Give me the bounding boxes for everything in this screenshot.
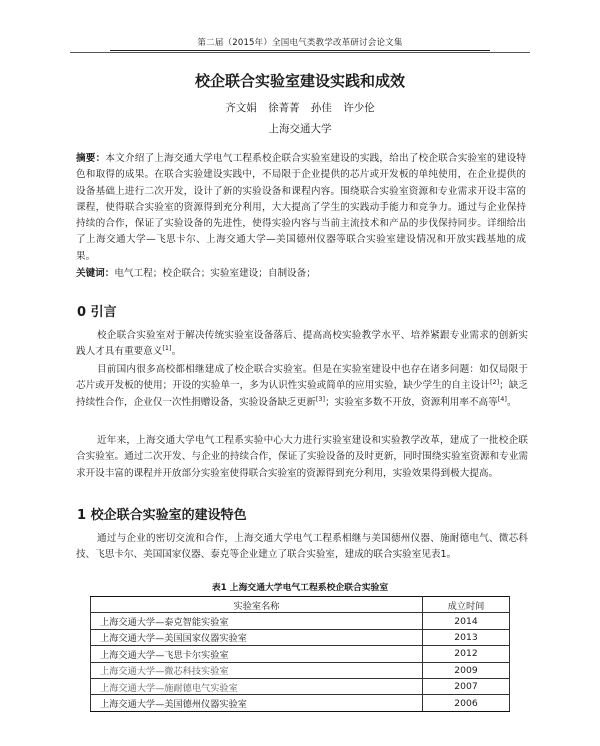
abstract-text: 本文介绍了上海交通大学电气工程系校企联合实验室建设的实践，给出了校企联合实验室的建设特色和取得的成果。在联合实验建设实践中，不局限于企业提供的芯片或开发板的单纯使用，在企业提供的设备基础上进行二次开发，设计了新的实验设备和课程内容。围绕联合实验室资源和专业需求开设丰富的课程，使得联合实验室的资源得到充分利用，大大提高了学生的实践动手能力和竞争力。通过与企业保持持续的合作，保证了实验设备的先进性，使得实验内容与当前主流技术和产品的步伐保持同步。详细给出了上海交通大学—飞思卡尔、上海交通大学—美国德州仪器等联合实验室建设情况和开放实践基地的成果。	[76, 153, 527, 262]
column-header-lab-name: 实验室名称	[91, 597, 423, 613]
table-row	[91, 695, 510, 711]
table-header-row	[91, 597, 510, 613]
intro-p2-text-b: ；缺乏持续性合作，企业仅一次性捐赠设备，实验设备缺乏更新	[76, 380, 529, 408]
header-rule	[70, 52, 530, 53]
intro-paragraph-1	[76, 328, 528, 361]
lab-name-cell: 上海交通大学—施耐德电气实验室	[91, 678, 423, 694]
citation-1: [1]	[162, 344, 172, 353]
table-row	[91, 678, 510, 694]
intro-p1-text: 校企联合实验室对于解决传统实验室设备落后、提高高校实验教学水平、培养紧跟专业需求的创新实践人才具有重要意义	[76, 330, 528, 358]
lab-name-cell: 上海交通大学—泰克智能实验室	[91, 613, 423, 629]
lab-name-cell: 上海交通大学—美国国家仪器实验室	[91, 629, 423, 645]
abstract-label: 摘要：	[76, 153, 106, 164]
keywords-text: 电气工程；校企联合；实验室建设；自制设备；	[114, 268, 316, 279]
intro-paragraph-2	[76, 362, 528, 411]
table-row	[91, 613, 510, 629]
section-heading-introduction: 0 引言	[77, 305, 117, 320]
authors: 齐文娟 徐菁菁 孙佳 许少伦	[225, 102, 375, 114]
intro-p2-text-c: ；实验室多数不开放，资源利用率不高等	[325, 396, 498, 408]
citation-2: [2]	[489, 378, 500, 387]
affiliation: 上海交通大学	[268, 123, 332, 135]
year-cell: 2006	[423, 695, 510, 711]
labs-table	[90, 596, 510, 712]
lab-name-cell: 上海交通大学—微芯科技实验室	[91, 662, 423, 678]
year-cell: 2007	[423, 678, 510, 694]
year-cell: 2014	[423, 613, 510, 629]
lab-name-cell: 上海交通大学—美国德州仪器实验室	[91, 695, 423, 711]
column-header-year: 成立时间	[423, 597, 510, 613]
intro-p2-end: 。	[506, 396, 517, 408]
intro-p2-text-a: 目前国内很多高校都相继建成了校企联合实验室。但是在实验室建设中也存在诸多问题：如仅局限于芯片或开发板的使用；开设的实验单一，多为认识性实验或简单的应用实验，缺少学生的自主设计	[76, 364, 528, 392]
keywords	[76, 265, 526, 279]
table-caption: 表1 上海交通大学电气工程系校企联合实验室	[211, 583, 389, 593]
paper-title: 校企联合实验室建设实践和成效	[194, 72, 405, 90]
citation-3: [3]	[315, 394, 326, 403]
features-paragraph: 通过与企业的密切交流和合作，上海交通大学电气工程系相继与美国德州仪器、施耐德电气、微芯科技、飞思卡尔、美国国家仪器、泰克等企业建立了联合实验室，建成的联合实验室见表1。	[76, 533, 528, 561]
table-row	[91, 646, 510, 662]
running-header: 第二届（2015年）全国电气类教学改革研讨会论文集	[110, 36, 490, 51]
year-cell: 2012	[423, 646, 510, 662]
abstract	[76, 151, 526, 265]
intro-p1-end: 。	[171, 346, 182, 358]
table-row	[91, 662, 510, 678]
table-row	[91, 629, 510, 645]
citation-4: [4]	[497, 394, 507, 403]
lab-name-cell: 上海交通大学—飞思卡尔实验室	[91, 646, 423, 662]
year-cell: 2013	[423, 629, 510, 645]
intro-paragraph-3: 近年来，上海交通大学电气工程系实验中心大力进行实验室建设和实验教学改革，建成了一批校企联合实验室。通过二次开发、与企业的持续合作，保证了实验设备的及时更新，同时围绕实验室资源和专业需求开设丰富的课程并开放部分实验室使得联合实验室的资源得到充分利用，实验效果得到极大提高。	[76, 435, 528, 479]
year-cell: 2009	[423, 662, 510, 678]
section-heading-features: 1 校企联合实验室的建设特色	[77, 508, 247, 523]
keywords-label: 关键词：	[76, 268, 115, 279]
